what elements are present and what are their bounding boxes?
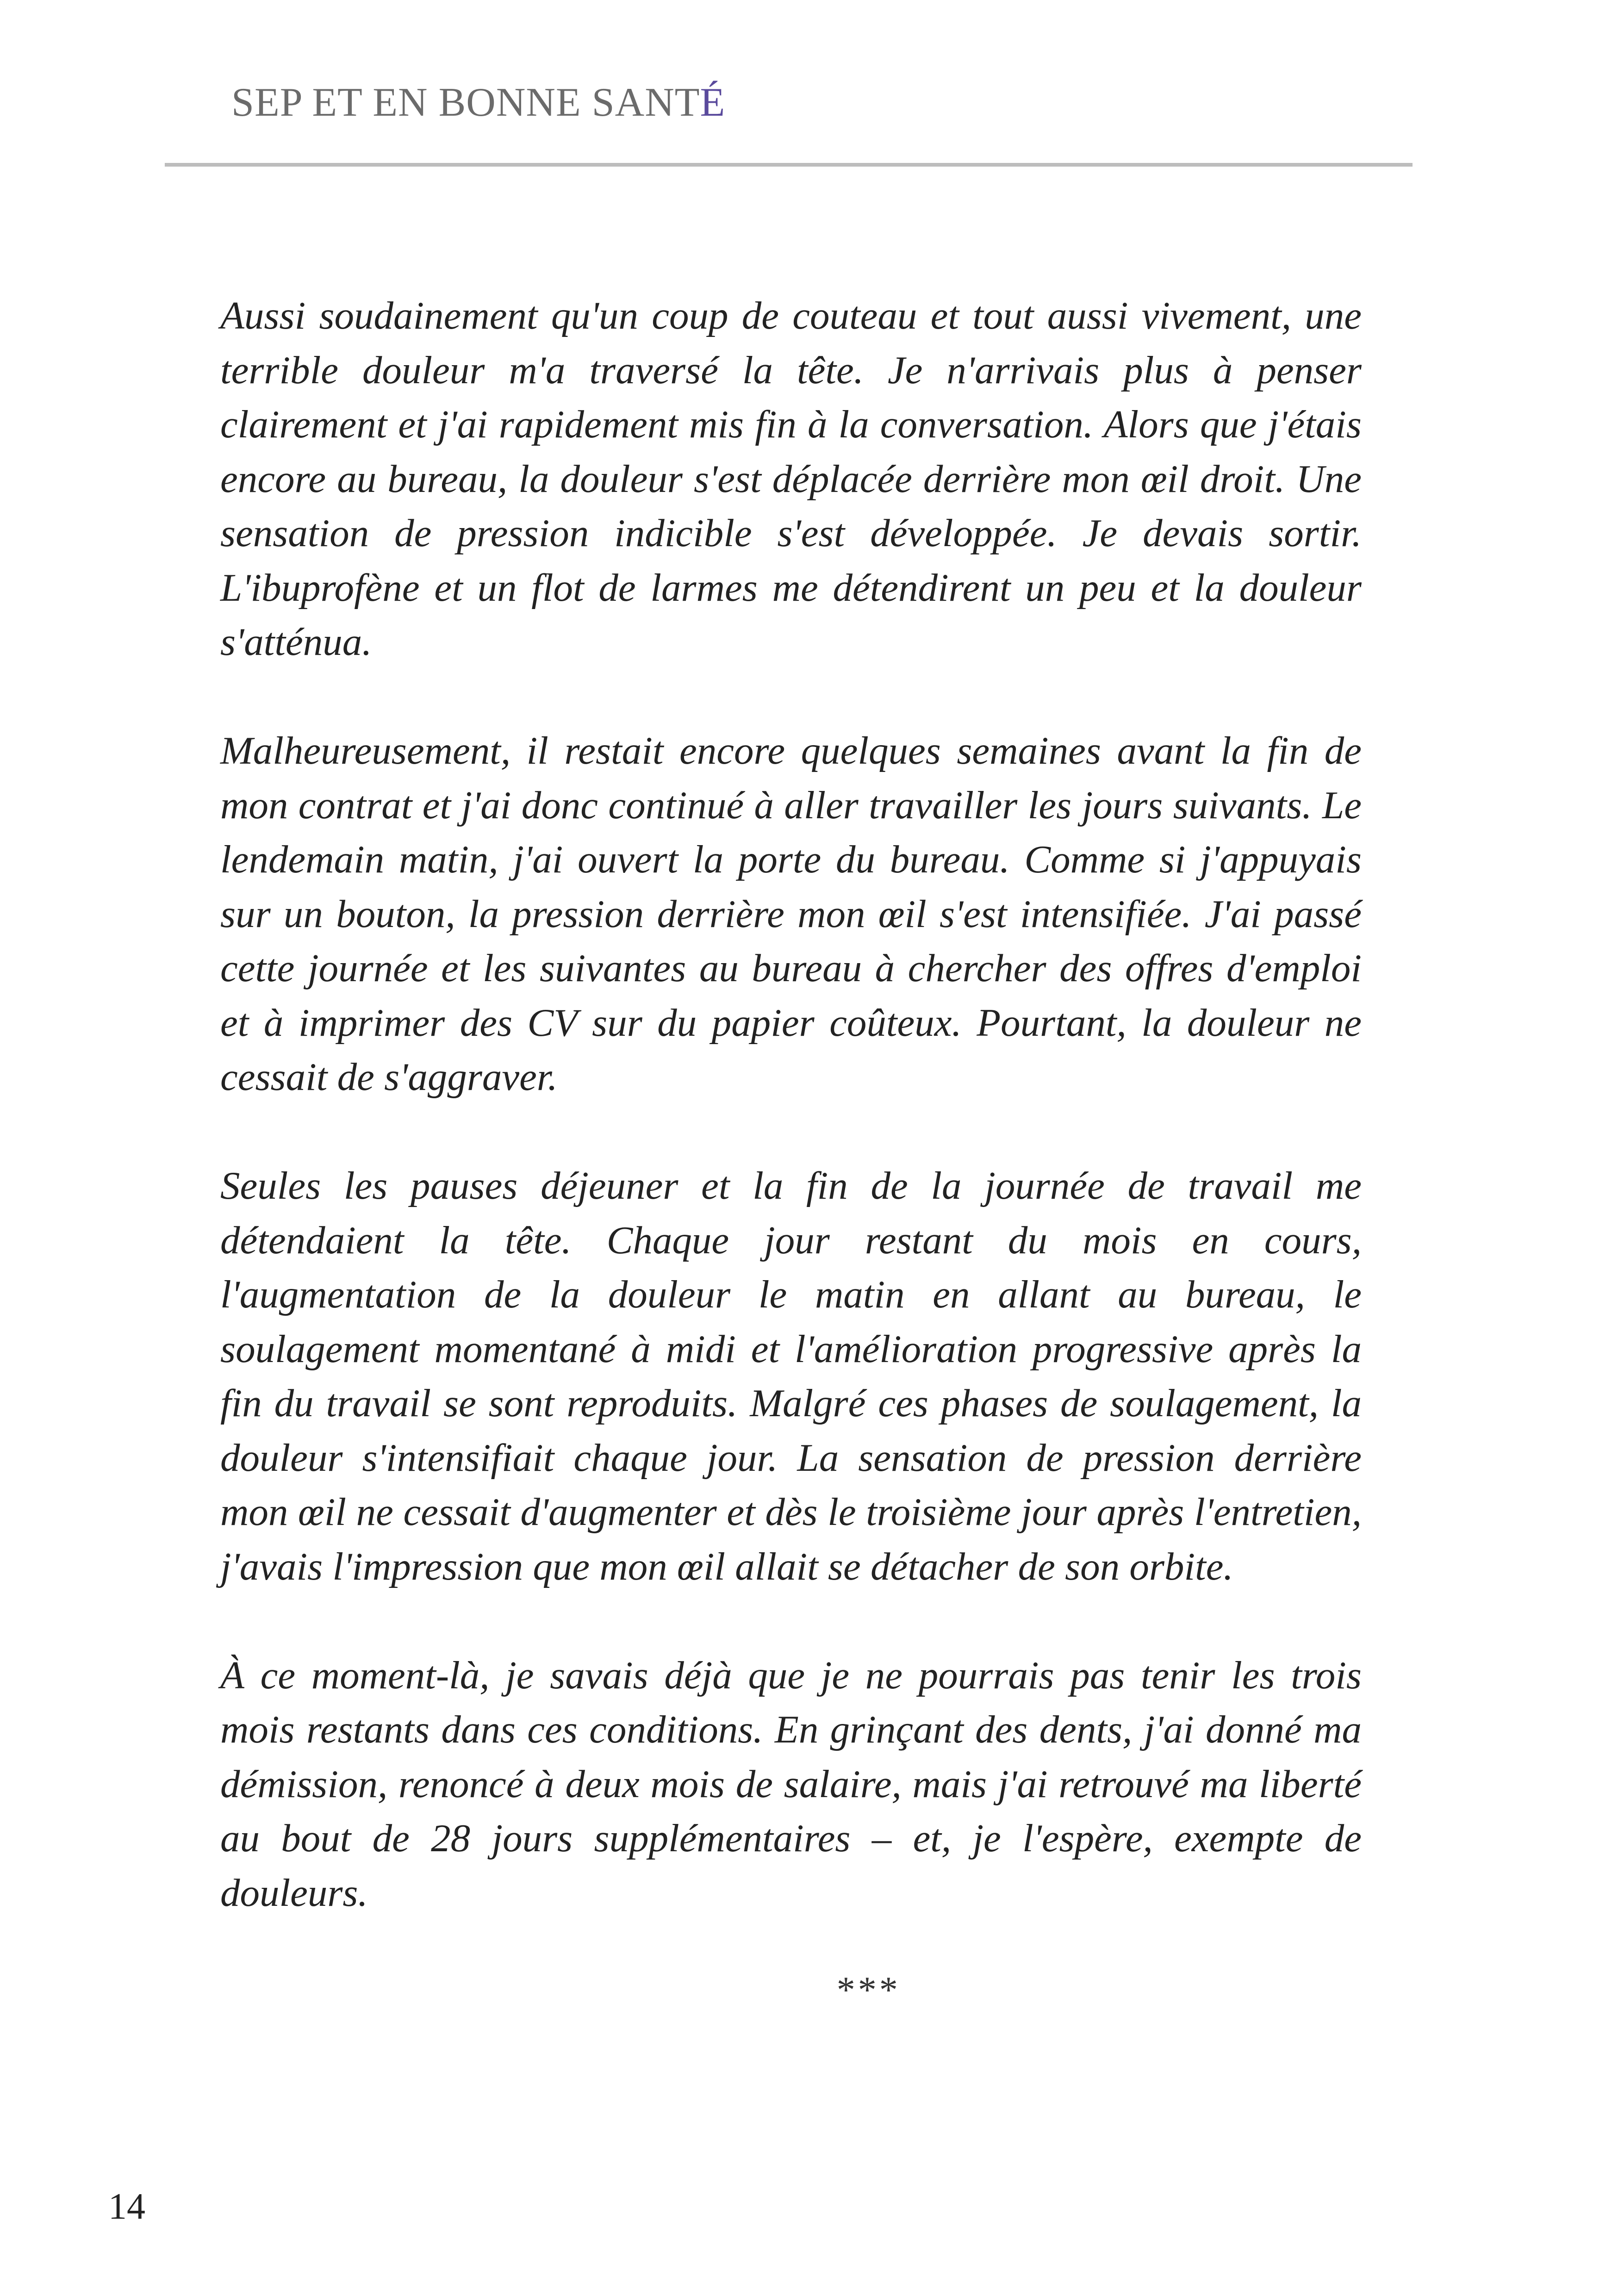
paragraph: Malheureusement, il restait encore quelques semaines avant la fin de mon contrat et j'ai donc continué à aller travailler les jours suivants. Le lendemain matin, j'ai ouvert la porte du bureau. Comme si j'appuyais sur un bouton, la pression derrière mon œil s'est intensifiée. J'ai passé cette journée et les suivantes au bureau à chercher des offres d'emploi et à imprimer des CV sur du papier coûteux. Pourtant, la douleur ne cessait de s'aggraver. [220,729,1362,1099]
section-separator: *** [835,1970,899,2010]
paragraph: Seules les pauses déjeuner et la fin de la journée de travail me détendaient la tête. Chaque jour restant du mois en cours, l'augmentation de la douleur le matin en allant au bureau, le soulagement momentané à midi et l'amélioration progressive après la fin du travail se sont reproduits. Malgré ces phases de soulagement, la douleur s'intensifiait chaque jour. La sensation de pression derrière mon œil ne cessait d'augmenter et dès le troisième jour après l'entretien, j'avais l'impression que mon œil allait se détacher de son orbite. [220,1164,1362,1588]
running-header-title: SEP ET EN BONNE SANT [231,80,700,125]
body-text [220,289,1362,1920]
running-header-accent-letter: É [700,80,726,125]
running-header [231,82,725,123]
paragraph: Aussi soudainement qu'un coup de couteau et tout aussi vivement, une terrible douleur m'a traversé la tête. Je n'arrivais plus à penser clairement et j'ai rapidement mis fin à la conversation. Alors que j'étais encore au bureau, la douleur s'est déplacée derrière mon œil droit. Une sensation de pression indicible s'est développée. Je devais sortir. L'ibuprofène et un flot de larmes me détendirent un peu et la douleur s'atténua. [220,294,1362,664]
paragraph: À ce moment-là, je savais déjà que je ne pourrais pas tenir les trois mois restants dans ces conditions. En grinçant des dents, j'ai donné ma démission, renoncé à deux mois de salaire, mais j'ai retrouvé ma liberté au bout de 28 jours supplémentaires – et, je l'espère, exempte de douleurs. [220,1653,1362,1915]
header-rule [165,163,1413,167]
page-number: 14 [108,2186,145,2227]
